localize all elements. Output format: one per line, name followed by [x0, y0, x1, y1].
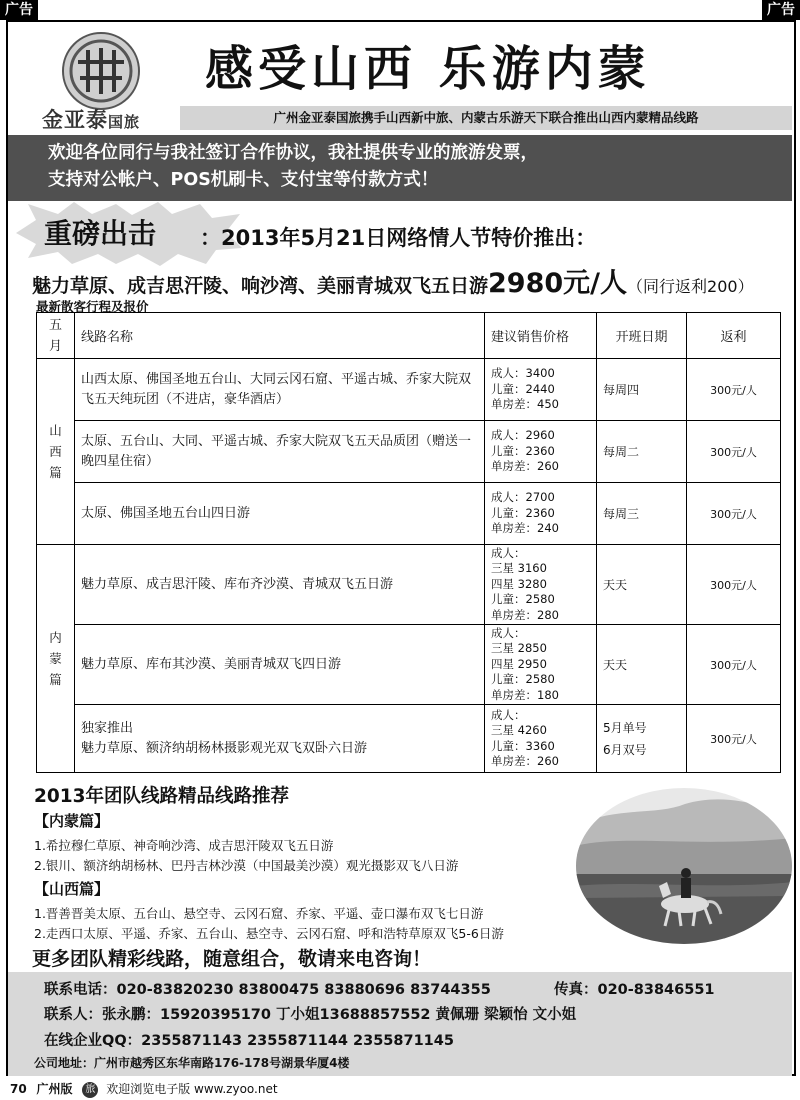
list-item: 1.晋善晋美太原、五台山、悬空寺、云冈石窟、乔家、平遥、壶口瀑布双飞七日游	[34, 906, 484, 921]
promo-rebate: （同行返利200）	[627, 277, 754, 296]
ad-tag-left: 广告	[0, 0, 38, 20]
promo-price: 2980元/人	[488, 268, 628, 299]
date-cell: 天天	[597, 545, 687, 625]
table-row	[37, 705, 781, 773]
rebate-cell: 300元/人	[687, 625, 781, 705]
date-cell: 天天	[597, 625, 687, 705]
price-cell: 成人： 三星 4260 儿童：3360 单房差：260	[485, 705, 597, 773]
region-neimeng: 内蒙篇	[37, 545, 75, 773]
promo-route: 魅力草原、成吉思汗陵、响沙湾、美丽青城双飞五日游2980元/人（同行返利200）	[32, 268, 754, 299]
date-cell: 5月单号 6月双号	[597, 705, 687, 773]
table-header-row	[37, 313, 781, 359]
contact-qq: 在线企业QQ：2355871143 2355871144 2355871145	[44, 1033, 454, 1049]
route-cell: 魅力草原、成吉思汗陵、库布齐沙漠、青城双飞五日游	[75, 545, 485, 625]
rebate-cell: 300元/人	[687, 483, 781, 545]
table-row	[37, 421, 781, 483]
group-neimeng-title: 【内蒙篇】	[34, 812, 110, 830]
rebate-cell: 300元/人	[687, 359, 781, 421]
footer-site: 欢迎浏览电子版 www.zyoo.net	[106, 1082, 278, 1096]
grassland-horse-photo	[575, 786, 793, 946]
header-rebate: 返利	[687, 313, 781, 359]
route-cell: 魅力草原、库布其沙漠、美丽青城双飞四日游	[75, 625, 485, 705]
date-cell: 每周四	[597, 359, 687, 421]
contact-fax: 传真：020-83846551	[554, 982, 715, 998]
group-shanxi-title: 【山西篇】	[34, 880, 110, 898]
price-cell: 成人： 三星 2850 四星 2950 儿童：2580 单房差：180	[485, 625, 597, 705]
route-cell: 太原、五台山、大同、平遥古城、乔家大院双飞五天品质团（赠送一晚四星住宿）	[75, 421, 485, 483]
table-row	[37, 359, 781, 421]
price-cell: 成人： 三星 3160 四星 3280 儿童：2580 单房差：280	[485, 545, 597, 625]
list-item: 1.希拉穆仁草原、神奇响沙湾、成吉思汗陵双飞五日游	[34, 838, 334, 853]
header-route: 线路名称	[75, 313, 485, 359]
price-cell: 成人：2960 儿童：2360 单房差：260	[485, 421, 597, 483]
route-cell: 山西太原、佛国圣地五台山、大同云冈石窟、平遥古城、乔家大院双飞五天纯玩团（不进店，豪华酒店）	[75, 359, 485, 421]
page-number: 70	[10, 1082, 27, 1096]
list-item: 2.银川、额济纳胡杨林、巴丹吉林沙漠（中国最美沙漠）观光摄影双飞八日游	[34, 858, 459, 873]
promo-burst-title: 重磅出击	[44, 217, 157, 250]
header-price: 建议销售价格	[485, 313, 597, 359]
contact-persons: 联系人：张永鹏：15920395170 丁小姐13688857552 黄佩珊 梁颖怡 文小姐	[44, 1007, 577, 1023]
tour-price-table	[36, 312, 781, 773]
contact-phone: 联系电话：020-83820230 83800475 83880696 83744355	[44, 982, 491, 998]
list-item: 2.走西口太原、平遥、乔家、五台山、悬空寺、云冈石窟、呼和浩特草原双飞5-6日游	[34, 926, 504, 941]
edition-badge-icon: 旅	[82, 1082, 98, 1098]
header-month: 五月	[37, 313, 75, 359]
rebate-cell: 300元/人	[687, 705, 781, 773]
more-routes-cta: 更多团队精彩线路，随意组合，敬请来电咨询！	[32, 948, 432, 970]
group-section-title: 2013年团队线路精品线路推荐	[34, 786, 289, 807]
ad-tag-right: 广告	[762, 0, 800, 20]
contact-address: 公司地址：广州市越秀区东华南路176-178号湖景华厦4楼	[34, 1056, 350, 1070]
date-cell: 每周二	[597, 421, 687, 483]
region-shanxi: 山西篇	[37, 359, 75, 545]
brand-logo-icon	[62, 32, 140, 110]
table-caption: 最新散客行程及报价	[36, 299, 149, 314]
header-date: 开班日期	[597, 313, 687, 359]
sub-headline: 广州金亚泰国旅携手山西新中旅、内蒙古乐游天下联合推出山西内蒙精品线路	[180, 106, 792, 130]
rebate-cell: 300元/人	[687, 421, 781, 483]
rebate-cell: 300元/人	[687, 545, 781, 625]
table-row	[37, 625, 781, 705]
table-row	[37, 483, 781, 545]
edition-label: 广州版	[36, 1082, 73, 1096]
table-row	[37, 545, 781, 625]
date-cell: 每周三	[597, 483, 687, 545]
invite-banner: 欢迎各位同行与我社签订合作协议，我社提供专业的旅游发票， 支持对公帐户、POS机刷卡、支付宝等付款方式！	[8, 135, 792, 201]
price-cell: 成人：3400 儿童：2440 单房差：450	[485, 359, 597, 421]
route-cell: 太原、佛国圣地五台山四日游	[75, 483, 485, 545]
price-cell: 成人：2700 儿童：2360 单房差：240	[485, 483, 597, 545]
brand-name: 金亚泰国旅	[42, 108, 141, 132]
promo-offer: ：2013年5月21日网络情人节特价推出：	[200, 226, 597, 250]
page-footer	[10, 1080, 278, 1098]
page-headline: 感受山西 乐游内蒙	[205, 41, 651, 97]
route-cell: 独家推出 魅力草原、额济纳胡杨林摄影观光双飞双卧六日游	[75, 705, 485, 773]
